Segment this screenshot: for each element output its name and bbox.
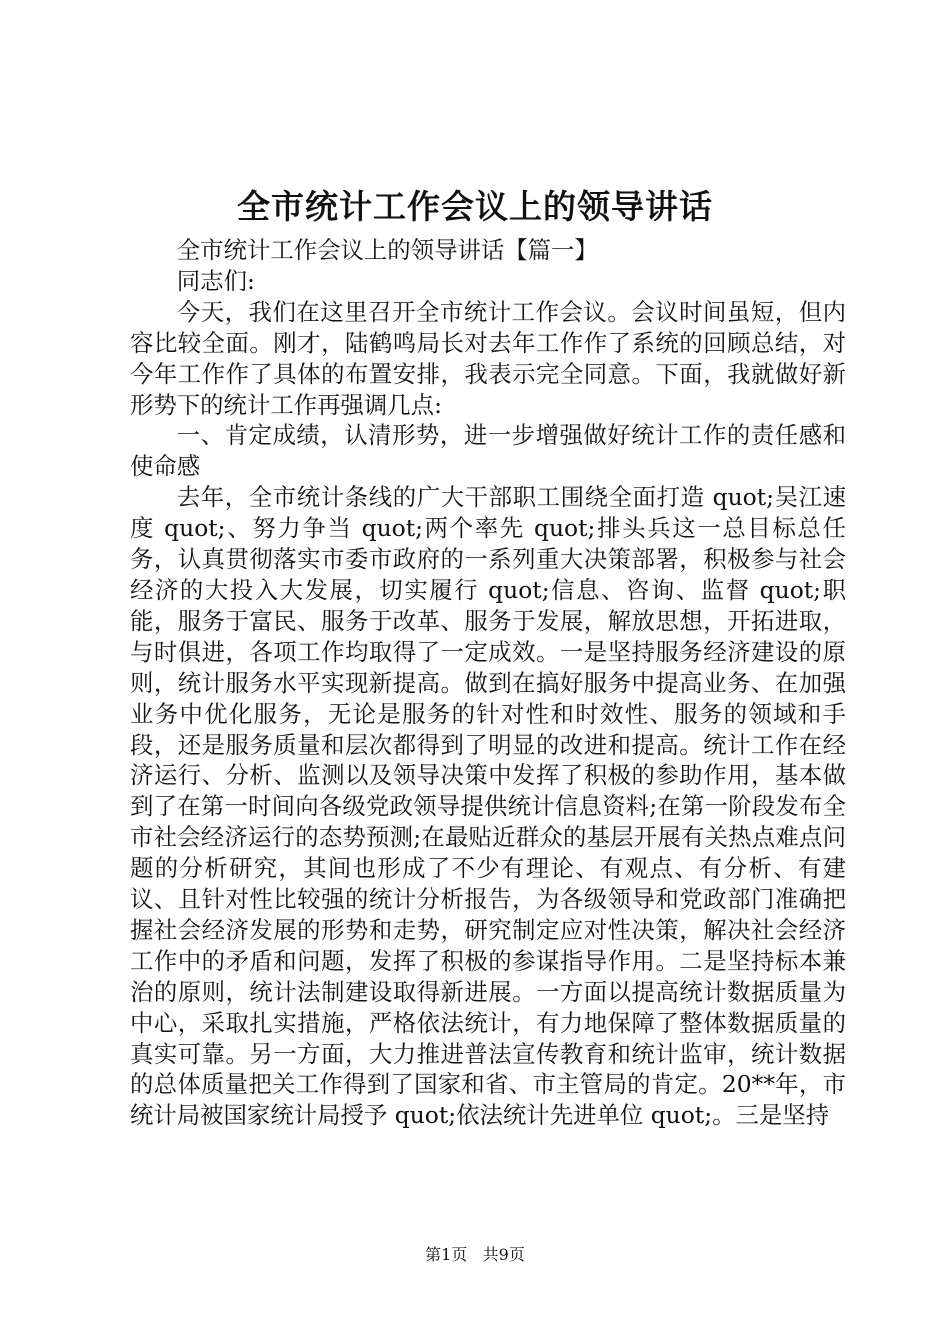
paragraph: 一、肯定成绩，认清形势，进一步增强做好统计工作的责任感和使命感 [130,421,846,481]
page-separator [472,1245,477,1264]
document-title: 全市统计工作会议上的领导讲话 [237,187,713,226]
salutation: 同志们: [176,266,255,295]
paragraph: 今天，我们在这里召开全市统计工作会议。会议时间虽短，但内容比较全面。刚才，陆鹤鸣局长对去年工作作了系统的回顾总结，对今年工作作了具体的布置安排，我表示完全同意。下面，我就做好新形势下的统计工作再强调几点: [130,297,846,419]
document-body [130,235,846,1131]
page-number: 第1页 [425,1245,468,1264]
section-heading: 全市统计工作会议上的领导讲话【篇一】 [176,236,598,264]
paragraph: 去年，全市统计条线的广大干部职工围绕全面打造 quot;吴江速度 quot;、努力争当 quot;两个率先 quot;排头兵这一总目标总任务，认真贯彻落实市委市政府的一系列重大决策部署，积极参与社会经济的大投入大发展，切实履行 quot;信息、咨询、监督 quot;职能，服务于富民、服务于改革、服务于发展，解放思想，开拓进取，与时俱进，各项工作均取得了一定成效。一是坚持服务经济建设的原则，统计服务水平实现新提高。做到在搞好服务中提高业务、在加强业务中优化服务，无论是服务的针对性和时效性、服务的领域和手段，还是服务质量和层次都得到了明显的改进和提高。统计工作在经济运行、分析、监测以及领导决策中发挥了积极的参助作用，基本做到了在第一时间向各级党政领导提供统计信息资料;在第一阶段发布全市社会经济运行的态势预测;在最贴近群众的基层开展有关热点难点问题的分析研究，其间也形成了不少有理论、有观点、有分析、有建议、且针对性比较强的统计分析报告，为各级领导和党政部门准确把握社会经济发展的形势和走势，研究制定应对性决策，解决社会经济工作中的矛盾和问题，发挥了积极的参谋指导作用。二是坚持标本兼治的原则，统计法制建设取得新进展。一方面以提高统计数据质量为中心，采取扎实措施，严格依法统计，有力地保障了整体数据质量的真实可靠。另一方面，大力推进普法宣传教育和统计监审，统计数据的总体质量把关工作得到了国家和省、市主管局的肯定。20**年，市统计局被国家统计局授予 quot;依法统计先进单位 quot;。三是坚持 [130,483,846,1130]
page-total: 共9页 [482,1245,525,1264]
page-footer [0,1243,950,1267]
